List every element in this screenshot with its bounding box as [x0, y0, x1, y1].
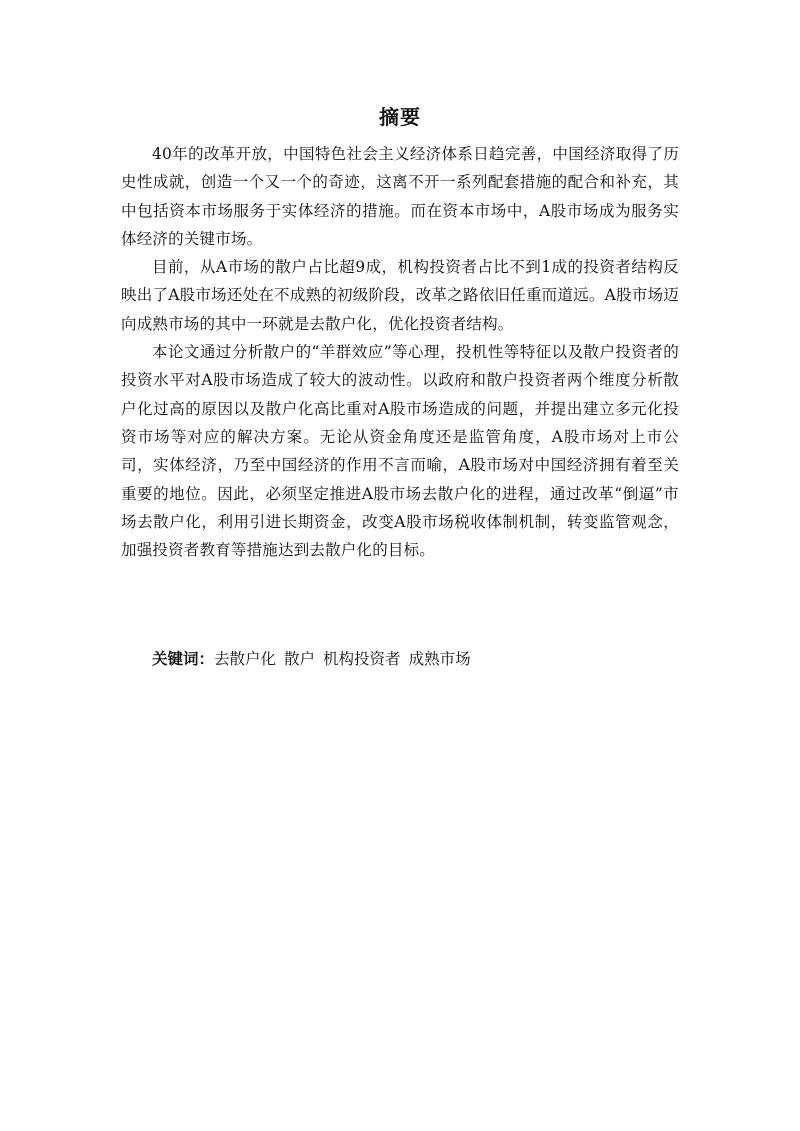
- keyword-item: 机构投资者: [323, 650, 401, 668]
- keyword-item: 去散户化: [214, 650, 277, 668]
- keyword-item: 成熟市场: [408, 650, 471, 668]
- keywords-line: [152, 647, 479, 671]
- abstract-paragraph-3: 本论文通过分析散户的“羊群效应”等心理，投机性等特征以及散户投资者的投资水平对A股市场造成了较大的波动性。以政府和散户投资者两个维度分析散户化过高的原因以及散户化高比重对A股市场造成的问题，并提出建立多元化投资市场等对应的解决方案。无论从资金角度还是监管角度，A股市场对上市公司，实体经济，乃至中国经济的作用不言而喻，A股市场对中国经济拥有着至关重要的地位。因此，必须坚定推进A股市场去散户化的进程，通过改革“倒逼”市场去散户化，利用引进长期资金，改变A股市场税收体制机制，转变监管观念，加强投资者教育等措施达到去散户化的目标。: [121, 343, 679, 560]
- abstract-title: 摘要: [379, 105, 421, 129]
- keywords-label: 关键词：: [152, 650, 215, 668]
- abstract-body: [121, 140, 679, 564]
- keyword-item: 散户: [284, 650, 316, 668]
- abstract-paragraph-1: 40年的改革开放，中国特色社会主义经济体系日趋完善，中国经济取得了历史性成就，创造一个又一个的奇迹，这离不开一系列配套措施的配合和补充，其中包括资本市场服务于实体经济的措施。而在资本市场中，A股市场成为服务实体经济的关键市场。: [121, 145, 679, 248]
- abstract-paragraph-2: 目前，从A市场的散户占比超9成，机构投资者占比不到1成的投资者结构反映出了A股市场还处在不成熟的初级阶段，改革之路依旧任重而道远。A股市场迈向成熟市场的其中一环就是去散户化，优化投资者结构。: [121, 258, 679, 333]
